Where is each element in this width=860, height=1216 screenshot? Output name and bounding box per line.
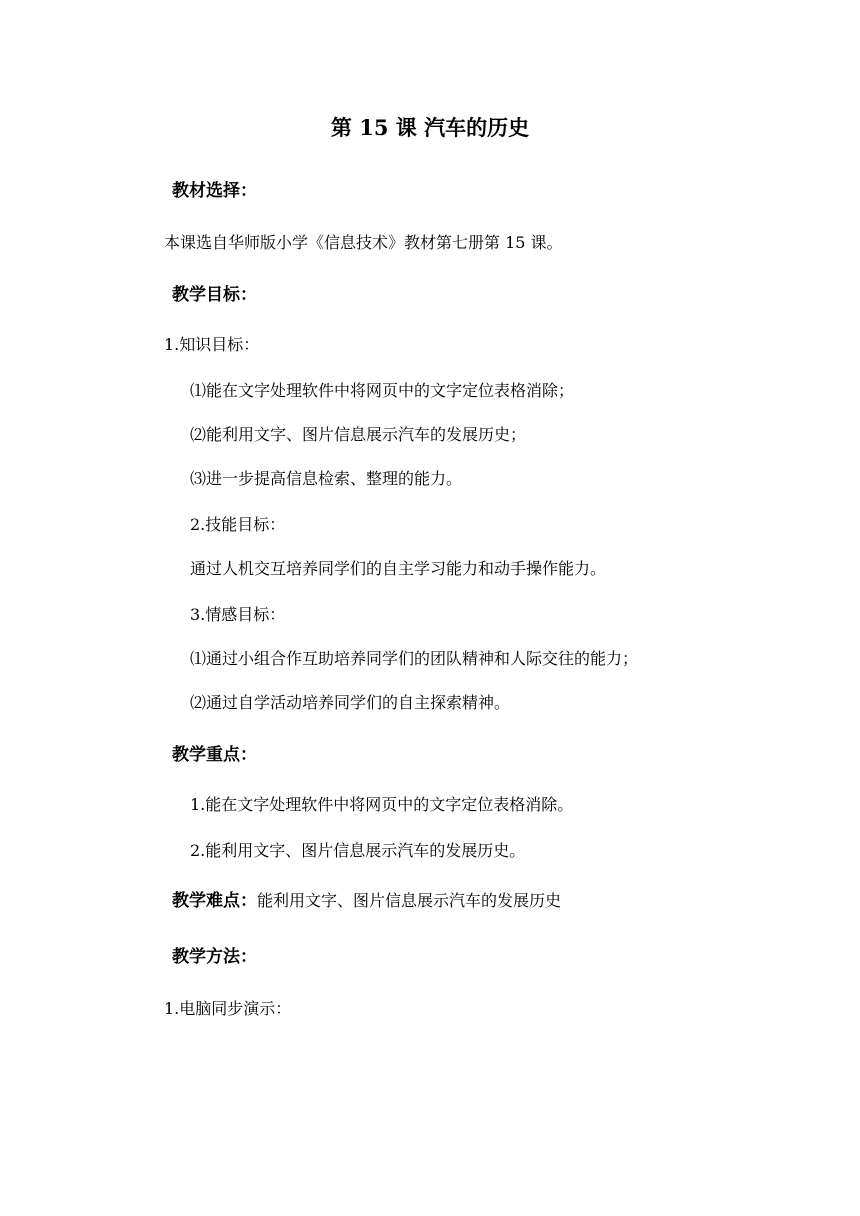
difficulty-body: 能利用文字、图片信息展示汽车的发展历史 bbox=[257, 891, 562, 910]
knowledge-objective-item-1: ⑴能在文字处理软件中将网页中的文字定位表格消除； bbox=[190, 381, 575, 400]
emotion-objective-item-1: ⑴通过小组合作互助培养同学们的团队精神和人际交往的能力； bbox=[190, 649, 639, 668]
skill-objective-text: 通过人机交互培养同学们的自主学习能力和动手操作能力。 bbox=[190, 559, 607, 578]
page-title: 第 15 课 汽车的历史 bbox=[330, 115, 530, 140]
key-point-item-2: 2.能利用文字、图片信息展示汽车的发展历史。 bbox=[190, 841, 526, 860]
methods-item-1: 1.电脑同步演示： bbox=[164, 999, 292, 1018]
knowledge-objective-item-3: ⑶进一步提高信息检索、整理的能力。 bbox=[190, 469, 463, 488]
knowledge-objective-item-2: ⑵能利用文字、图片信息展示汽车的发展历史； bbox=[190, 425, 527, 444]
emotion-objective-label: 3.情感目标： bbox=[190, 605, 286, 624]
methods-heading: 教学方法： bbox=[172, 947, 257, 967]
difficulty-row bbox=[172, 890, 561, 912]
materials-heading: 教材选择： bbox=[172, 181, 257, 201]
difficulty-heading: 教学难点： bbox=[172, 891, 257, 911]
key-points-heading: 教学重点： bbox=[172, 745, 257, 765]
materials-body: 本课选自华师版小学《信息技术》教材第七册第 15 课。 bbox=[164, 233, 563, 252]
knowledge-objective-label: 1.知识目标： bbox=[164, 335, 260, 354]
key-point-item-1: 1.能在文字处理软件中将网页中的文字定位表格消除。 bbox=[190, 795, 574, 814]
skill-objective-label: 2.技能目标： bbox=[190, 515, 286, 534]
emotion-objective-item-2: ⑵通过自学活动培养同学们的自主探索精神。 bbox=[190, 693, 511, 712]
objectives-heading: 教学目标： bbox=[172, 285, 257, 305]
